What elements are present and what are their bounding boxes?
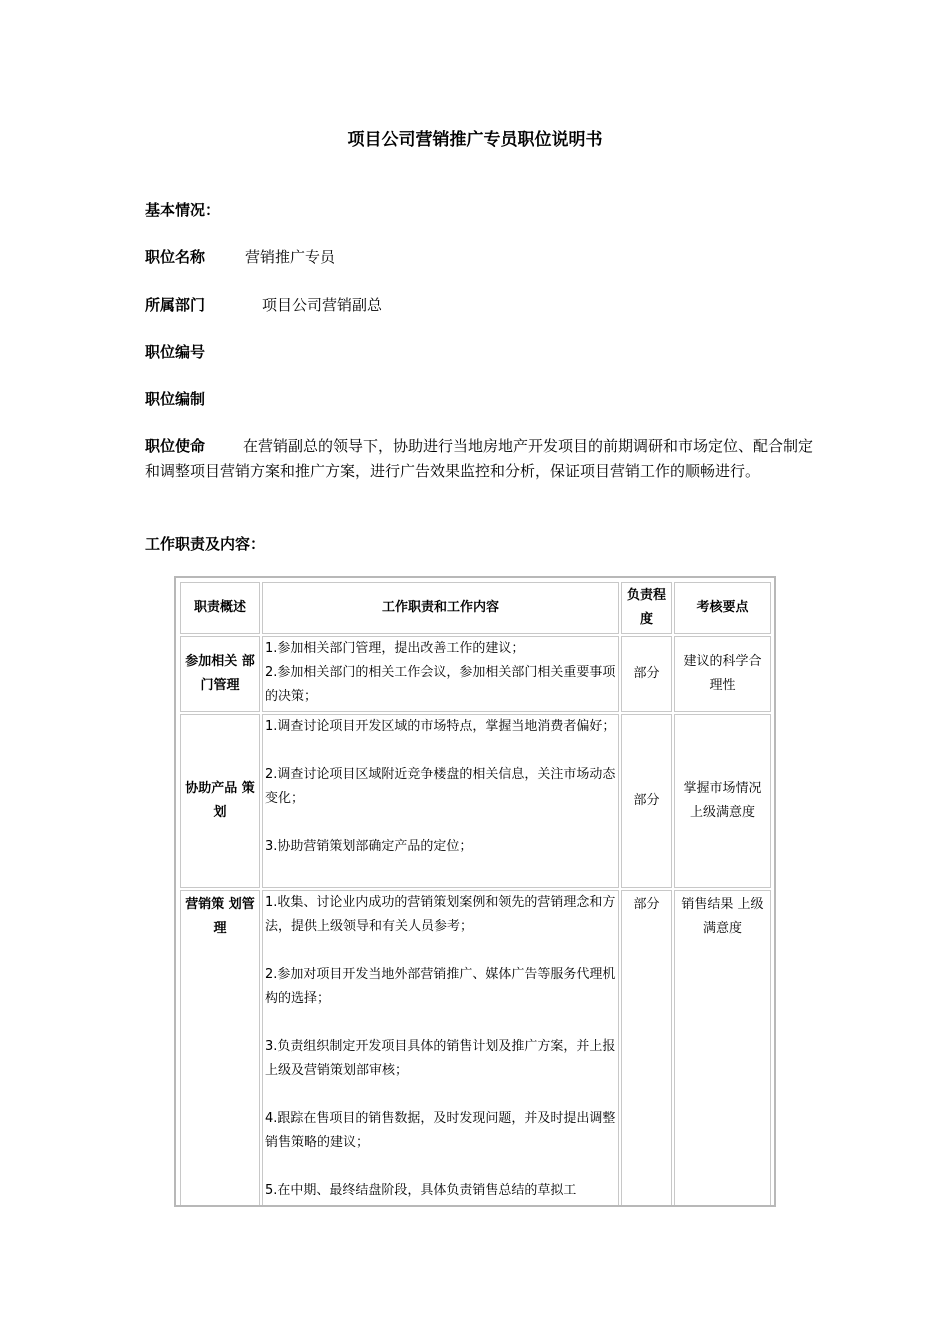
row2-duties [262, 714, 619, 888]
row1-category: 参加相关 部门管理 [180, 636, 260, 712]
duties-heading: 工作职责及内容： [145, 535, 266, 553]
header-assessment: 考核要点 [674, 582, 771, 634]
row2-duty-3: 3.协助营销策划部确定产品的定位； [265, 839, 473, 854]
row2-duty-1: 1.调查讨论项目开发区域的市场特点，掌握当地消费者偏好； [265, 719, 616, 734]
row3-duty-2: 2.参加对项目开发当地外部营销推广、媒体广告等服务代理机构的选择； [265, 967, 616, 1006]
row3-assessment: 销售结果 上级满意度 [674, 890, 771, 1207]
row2-duty-2: 2.调查讨论项目区域附近竞争楼盘的相关信息，关注市场动态变化； [265, 767, 616, 806]
department-value: 项目公司营销副总 [262, 296, 383, 314]
department-label: 所属部门 [145, 296, 206, 314]
row3-degree: 部分 [621, 890, 672, 1207]
header-degree: 负责程度 [621, 582, 672, 634]
mission-paragraph [145, 434, 825, 484]
mission-text: 在营销副总的领导下，协助进行当地房地产开发项目的前期调研和市场定位、配合制定和调整项目营销方案和推广方案，进行广告效果监控和分析，保证项目营销工作的顺畅进行。 [145, 437, 814, 480]
duties-table [174, 576, 776, 1207]
page-title: 项目公司营销推广专员职位说明书 [347, 130, 603, 150]
row2-category: 协助产品 策划 [180, 714, 260, 888]
row2-degree: 部分 [621, 714, 672, 888]
position-code-label: 职位编号 [145, 343, 206, 361]
row3-category: 营销策 划管理 [180, 890, 260, 1207]
position-name-label: 职位名称 [145, 248, 206, 266]
header-duties: 工作职责和工作内容 [262, 582, 619, 634]
position-name-row [145, 246, 335, 267]
basic-info-heading: 基本情况： [145, 201, 221, 219]
row3-duties [262, 890, 619, 1207]
row1-duties [262, 636, 619, 712]
department-row [145, 294, 382, 315]
position-name-value: 营销推广专员 [245, 248, 336, 266]
row1-duty-1: 1.参加相关部门管理，提出改善工作的建议； [265, 641, 525, 656]
position-staffing-label: 职位编制 [145, 390, 206, 408]
row3-duty-4: 4.跟踪在售项目的销售数据，及时发现问题，并及时提出调整销售策略的建议； [265, 1111, 616, 1150]
row3-duty-5: 5.在中期、最终结盘阶段，具体负责销售总结的草拟工 [265, 1183, 577, 1198]
row1-degree: 部分 [621, 636, 672, 712]
header-category: 职责概述 [180, 582, 260, 634]
row1-duty-2: 2.参加相关部门的相关工作会议，参加相关部门相关重要事项的决策； [265, 665, 616, 704]
mission-label: 职位使命 [145, 437, 206, 455]
row1-assessment: 建议的科学合理性 [674, 636, 771, 712]
row3-duty-1: 1.收集、讨论业内成功的营销策划案例和领先的营销理念和方法，提供上级领导和有关人员参考； [265, 895, 616, 934]
row2-assessment: 掌握市场情况 上级满意度 [674, 714, 771, 888]
row3-duty-3: 3.负责组织制定开发项目具体的销售计划及推广方案，并上报上级及营销策划部审核； [265, 1039, 616, 1078]
